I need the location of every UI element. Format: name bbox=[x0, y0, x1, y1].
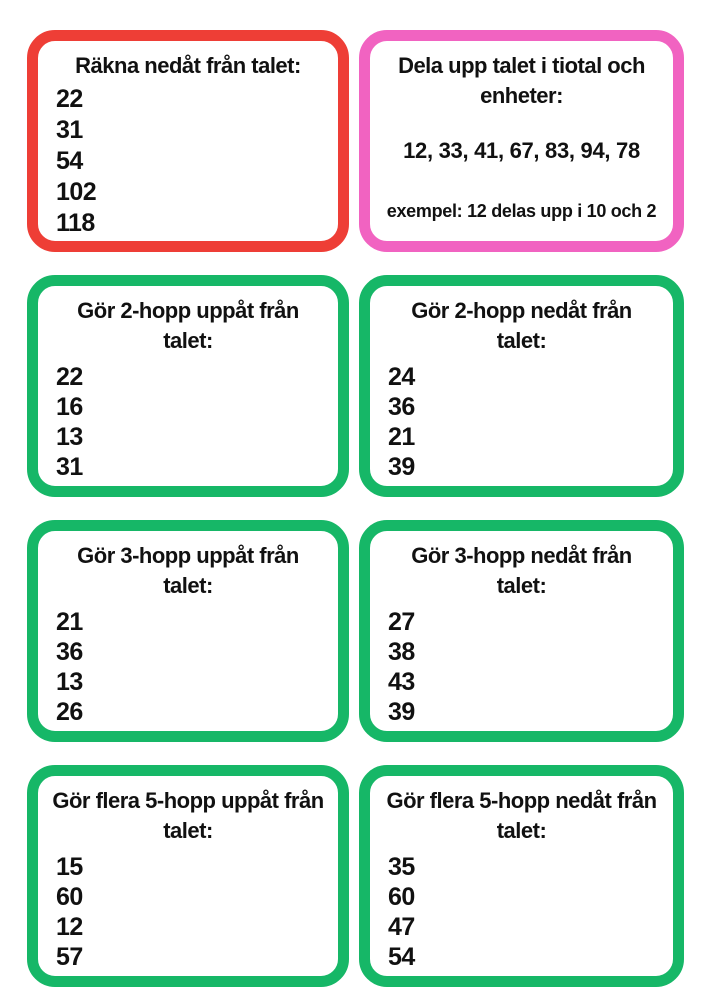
card-title bbox=[50, 51, 326, 81]
card-title-line: Gör 2-hopp uppåt från bbox=[77, 298, 299, 323]
card-number: 36 bbox=[388, 393, 415, 421]
card-split-tens-and-ones bbox=[359, 30, 684, 252]
card-number: 13 bbox=[56, 668, 83, 696]
card-number: 35 bbox=[388, 853, 415, 881]
card-title bbox=[50, 541, 326, 601]
card-number-list bbox=[50, 852, 326, 972]
card-number: 15 bbox=[56, 853, 83, 881]
worksheet-grid bbox=[27, 30, 684, 987]
card-two-hop-down bbox=[359, 275, 684, 497]
card-title bbox=[50, 296, 326, 356]
card-number: 12 bbox=[56, 913, 83, 941]
card-number: 13 bbox=[56, 423, 83, 451]
card-number: 16 bbox=[56, 393, 83, 421]
card-number: 118 bbox=[56, 209, 95, 237]
card-title-line: Gör 3-hopp uppåt från bbox=[77, 543, 299, 568]
card-number: 47 bbox=[388, 913, 415, 941]
card-number: 57 bbox=[56, 943, 83, 971]
card-number: 36 bbox=[56, 638, 83, 666]
card-number: 27 bbox=[388, 608, 415, 636]
card-title-line: talet: bbox=[163, 328, 213, 353]
card-number: 60 bbox=[388, 883, 415, 911]
card-title bbox=[382, 51, 661, 111]
card-number: 26 bbox=[56, 698, 83, 726]
card-number: 102 bbox=[56, 178, 97, 206]
card-number: 38 bbox=[388, 638, 415, 666]
card-title bbox=[382, 296, 661, 356]
card-three-hop-down bbox=[359, 520, 684, 742]
card-title bbox=[382, 786, 661, 846]
card-number: 54 bbox=[388, 943, 415, 971]
card-number: 21 bbox=[388, 423, 415, 451]
card-title-line: talet: bbox=[163, 573, 213, 598]
card-number-list bbox=[382, 362, 661, 482]
card-number: 39 bbox=[388, 698, 415, 726]
card-number: 60 bbox=[56, 883, 83, 911]
card-number-list bbox=[50, 362, 326, 482]
card-title-line: Gör flera 5-hopp nedåt från bbox=[386, 788, 657, 813]
card-title-line: Gör 3-hopp nedåt från bbox=[411, 543, 632, 568]
card-count-down bbox=[27, 30, 349, 252]
card-title-line: Dela upp talet i tiotal och bbox=[398, 53, 645, 78]
card-number: 31 bbox=[56, 453, 83, 481]
card-title-line: Räkna nedåt från talet: bbox=[75, 53, 301, 78]
card-title-line: talet: bbox=[496, 573, 547, 598]
card-number: 22 bbox=[56, 85, 83, 113]
card-five-hop-down bbox=[359, 765, 684, 987]
card-numbers-line: 12, 33, 41, 67, 83, 94, 78 bbox=[403, 138, 640, 163]
card-title-line: talet: bbox=[496, 818, 547, 843]
card-number-list bbox=[382, 607, 661, 727]
card-title-line: talet: bbox=[163, 818, 213, 843]
card-number: 22 bbox=[56, 363, 83, 391]
card-three-hop-up bbox=[27, 520, 349, 742]
card-number: 31 bbox=[56, 116, 83, 144]
card-title bbox=[50, 786, 326, 846]
card-example: exempel: 12 delas upp i 10 och 2 bbox=[386, 201, 657, 221]
card-title-line: enheter: bbox=[480, 83, 563, 108]
card-number-list bbox=[50, 84, 326, 239]
card-title-line: Gör flera 5-hopp uppåt från bbox=[52, 788, 324, 813]
card-number: 54 bbox=[56, 147, 83, 175]
card-number: 24 bbox=[388, 363, 415, 391]
card-number: 21 bbox=[56, 608, 83, 636]
card-title-line: Gör 2-hopp nedåt från bbox=[411, 298, 632, 323]
card-number: 43 bbox=[388, 668, 415, 696]
card-five-hop-up bbox=[27, 765, 349, 987]
card-number-list bbox=[50, 607, 326, 727]
card-two-hop-up bbox=[27, 275, 349, 497]
card-number: 39 bbox=[388, 453, 415, 481]
card-title-line: talet: bbox=[496, 328, 547, 353]
card-title bbox=[382, 541, 661, 601]
card-number-list bbox=[382, 852, 661, 972]
